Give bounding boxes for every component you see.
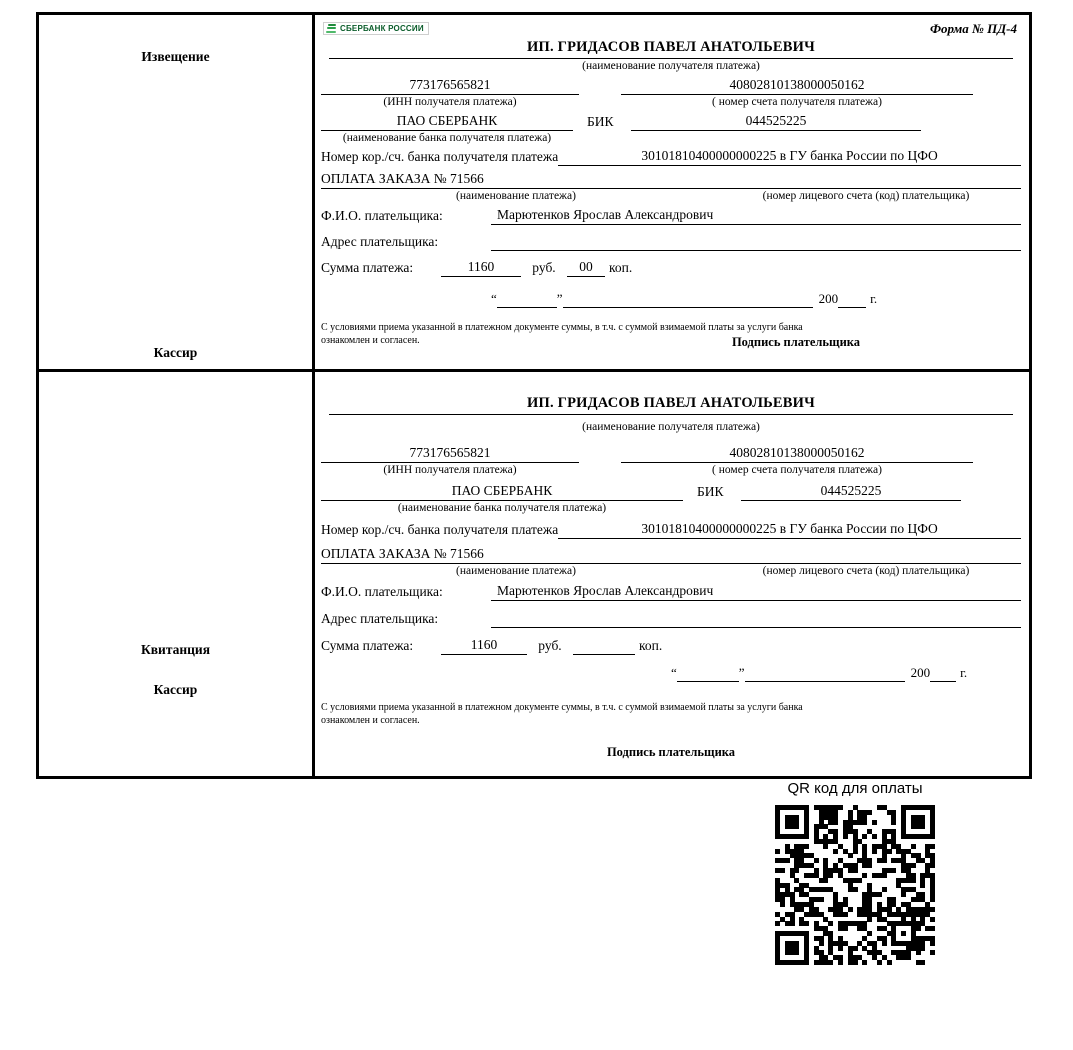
account-value-receipt: 40802810138000050162 — [621, 445, 973, 463]
recipient-name-caption: (наименование получателя платежа) — [582, 60, 760, 72]
receipt-left-column — [39, 372, 315, 776]
payer-address-label: Адрес плательщика: — [321, 234, 439, 249]
bik-label: БИК — [587, 114, 614, 129]
account-caption-receipt: ( номер счета получателя платежа) — [712, 464, 882, 476]
personal-account-caption-receipt: (номер лицевого счета (код) плательщика) — [762, 565, 970, 577]
year-suffix: г. — [870, 291, 878, 306]
date-quote-open-receipt: “ — [671, 665, 677, 680]
pd4-form — [36, 12, 1032, 779]
recipient-name-value-receipt: ИП. ГРИДАСОВ ПАВЕЛ АНАТОЛЬЕВИЧ — [329, 392, 1013, 415]
signature-label-top: Подпись плательщика — [731, 334, 861, 349]
payer-address-value — [491, 233, 1021, 251]
receipt-label: Квитанция — [140, 642, 211, 657]
payment-name-caption: (наименование платежа) — [456, 190, 576, 202]
sum-rub-value-receipt: 1160 — [441, 637, 527, 655]
notice-label: Извещение — [141, 49, 210, 64]
korschet-label-receipt: Номер кор./сч. банка получателя платежа — [321, 522, 559, 537]
cashier-label-bottom: Кассир — [153, 682, 198, 697]
date-quote-open: “ — [491, 291, 497, 306]
sberbank-logo-icon — [323, 22, 429, 35]
conditions-line-2-receipt: ознакомлен и согласен. — [321, 714, 420, 726]
receipt-right-column — [315, 372, 1029, 776]
payment-purpose-value-receipt: ОПЛАТА ЗАКАЗА № 71566 — [321, 546, 711, 564]
year-suffix-receipt: г. — [960, 665, 968, 680]
year-prefix-receipt: 200 — [910, 665, 931, 680]
payment-purpose-value: ОПЛАТА ЗАКАЗА № 71566 — [321, 171, 711, 189]
sum-kop-value: 00 — [567, 259, 605, 277]
bank-name-caption-receipt: (наименование банка получателя платежа) — [397, 502, 607, 514]
conditions-line-1: С условиями приема указанной в платежном документе суммы, в т.ч. с суммой взимаемой платы за услуги банка — [321, 322, 803, 333]
recipient-name-caption-receipt: (наименование получателя платежа) — [582, 421, 760, 433]
personal-account-caption: (номер лицевого счета (код) плательщика) — [762, 190, 970, 202]
inn-caption: (ИНН получателя платежа) — [383, 96, 517, 108]
sum-rub-value: 1160 — [441, 259, 521, 277]
kop-word-receipt: коп. — [639, 638, 663, 653]
account-caption: ( номер счета получателя платежа) — [712, 96, 882, 108]
bank-name-caption: (наименование банка получателя платежа) — [342, 132, 552, 144]
notice-half — [39, 15, 1029, 372]
year-prefix: 200 — [818, 291, 839, 306]
notice-left-column — [39, 15, 315, 369]
korschet-label: Номер кор./сч. банка получателя платежа — [321, 149, 559, 164]
signature-label-bottom: Подпись плательщика — [606, 745, 736, 759]
kop-word: коп. — [609, 260, 633, 275]
korschet-value: 30101810400000000225 в ГУ банка России по ЦФО — [558, 148, 1021, 166]
inn-caption-receipt: (ИНН получателя платежа) — [383, 464, 517, 476]
date-quote-close: ” — [556, 291, 563, 306]
recipient-name-value: ИП. ГРИДАСОВ ПАВЕЛ АНАТОЛЬЕВИЧ — [329, 36, 1013, 59]
bank-name-value: ПАО СБЕРБАНК — [321, 113, 573, 131]
bik-value: 044525225 — [631, 113, 921, 131]
sum-kop-value-receipt — [573, 637, 635, 655]
payer-address-label-receipt: Адрес плательщика: — [321, 611, 439, 626]
payer-fio-value-receipt: Марютенков Ярослав Александрович — [491, 583, 1021, 601]
receipt-half — [39, 372, 1029, 776]
payer-fio-label-receipt: Ф.И.О. плательщика: — [321, 584, 443, 599]
cashier-label-top: Кассир — [153, 345, 198, 360]
notice-topbar — [321, 21, 1021, 36]
account-value: 40802810138000050162 — [621, 77, 973, 95]
sum-label-receipt: Сумма платежа: — [321, 638, 414, 653]
rub-word: руб. — [532, 260, 556, 275]
payment-name-caption-receipt: (наименование платежа) — [456, 565, 576, 577]
korschet-value-receipt: 30101810400000000225 в ГУ банка России по ЦФО — [558, 521, 1021, 539]
qr-section — [770, 780, 940, 965]
bank-name-value-receipt: ПАО СБЕРБАНК — [321, 483, 683, 501]
conditions-line-2: ознакомлен и согласен. — [321, 334, 420, 346]
qr-code-image — [775, 805, 935, 965]
rub-word-receipt: руб. — [538, 638, 562, 653]
bik-value-receipt: 044525225 — [741, 483, 961, 501]
conditions-line-1-receipt: С условиями приема указанной в платежном документе суммы, в т.ч. с суммой взимаемой платы за услуги банка — [321, 702, 803, 713]
payer-fio-value: Марютенков Ярослав Александрович — [491, 207, 1021, 225]
payer-address-value-receipt — [491, 610, 1021, 628]
inn-value-receipt: 773176565821 — [321, 445, 579, 463]
bik-label-receipt: БИК — [697, 484, 724, 499]
notice-right-column — [315, 15, 1029, 369]
qr-title: QR код для оплаты — [787, 780, 923, 797]
form-number: Форма № ПД-4 — [929, 20, 1017, 36]
sberbank-logo-text: СБЕРБАНК РОССИИ — [340, 24, 424, 33]
payer-fio-label: Ф.И.О. плательщика: — [321, 208, 443, 223]
date-quote-close-receipt: ” — [738, 665, 745, 680]
inn-value: 773176565821 — [321, 77, 579, 95]
sum-label: Сумма платежа: — [321, 260, 414, 275]
